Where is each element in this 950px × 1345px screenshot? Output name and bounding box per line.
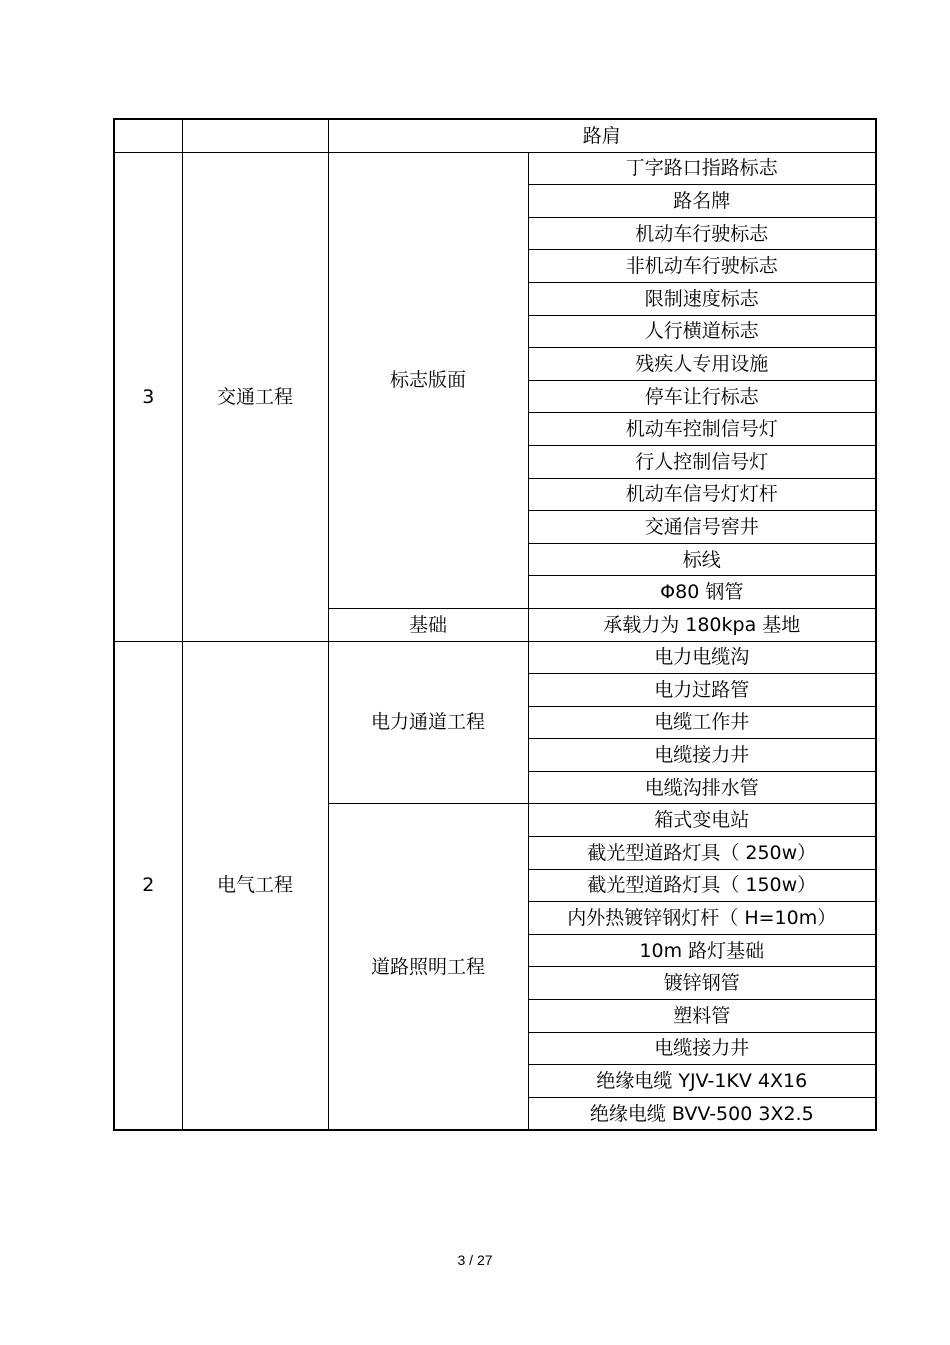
item-cell: 路名牌	[528, 185, 876, 218]
item-cell: 电缆沟排水管	[528, 771, 876, 804]
item-cell: 丁字路口指路标志	[528, 152, 876, 185]
item-cell: 镀锌钢管	[528, 967, 876, 1000]
item-cell: 10m 路灯基础	[528, 934, 876, 967]
item-cell: 电缆接力井	[528, 1032, 876, 1065]
item-cell: 非机动车行驶标志	[528, 250, 876, 283]
item-cell: 电力过路管	[528, 674, 876, 707]
item-cell: 人行横道标志	[528, 315, 876, 348]
item-cell: 绝缘电缆 BVV-500 3X2.5	[528, 1097, 876, 1130]
item-cell: 电缆接力井	[528, 739, 876, 772]
table-row	[114, 641, 876, 674]
item-cell: 电力电缆沟	[528, 641, 876, 674]
item-cell: 交通信号窖井	[528, 511, 876, 544]
subcategory-cell: 标志版面	[328, 152, 528, 608]
item-cell: 电缆工作井	[528, 706, 876, 739]
item-cell: 绝缘电缆 YJV-1KV 4X16	[528, 1065, 876, 1098]
table-cell-empty	[182, 119, 328, 152]
subcategory-cell: 道路照明工程	[328, 804, 528, 1130]
subcategory-cell: 电力通道工程	[328, 641, 528, 804]
section-category-cell: 交通工程	[182, 152, 328, 641]
table-cell-shoulder: 路肩	[328, 119, 876, 152]
item-cell: 停车让行标志	[528, 380, 876, 413]
item-cell: 机动车信号灯灯杆	[528, 478, 876, 511]
item-cell: 承载力为 180kpa 基地	[528, 608, 876, 641]
item-cell: Φ80 钢管	[528, 576, 876, 609]
item-cell: 机动车控制信号灯	[528, 413, 876, 446]
section-index-cell: 3	[114, 152, 182, 641]
item-cell: 箱式变电站	[528, 804, 876, 837]
table-row	[114, 152, 876, 185]
item-cell: 截光型道路灯具（ 250w）	[528, 837, 876, 870]
item-cell: 内外热镀锌钢灯杆（ H=10m）	[528, 902, 876, 935]
item-cell: 塑料管	[528, 1000, 876, 1033]
section-index-cell: 2	[114, 641, 182, 1130]
page-number: 3 / 27	[457, 1252, 493, 1268]
table-row	[114, 119, 876, 152]
engineering-items-table	[113, 118, 877, 1131]
item-cell: 机动车行驶标志	[528, 217, 876, 250]
item-cell: 截光型道路灯具（ 150w）	[528, 869, 876, 902]
table-cell-empty	[114, 119, 182, 152]
item-cell: 标线	[528, 543, 876, 576]
item-cell: 行人控制信号灯	[528, 445, 876, 478]
subcategory-cell: 基础	[328, 608, 528, 641]
section-category-cell: 电气工程	[182, 641, 328, 1130]
item-cell: 限制速度标志	[528, 282, 876, 315]
item-cell: 残疾人专用设施	[528, 348, 876, 381]
